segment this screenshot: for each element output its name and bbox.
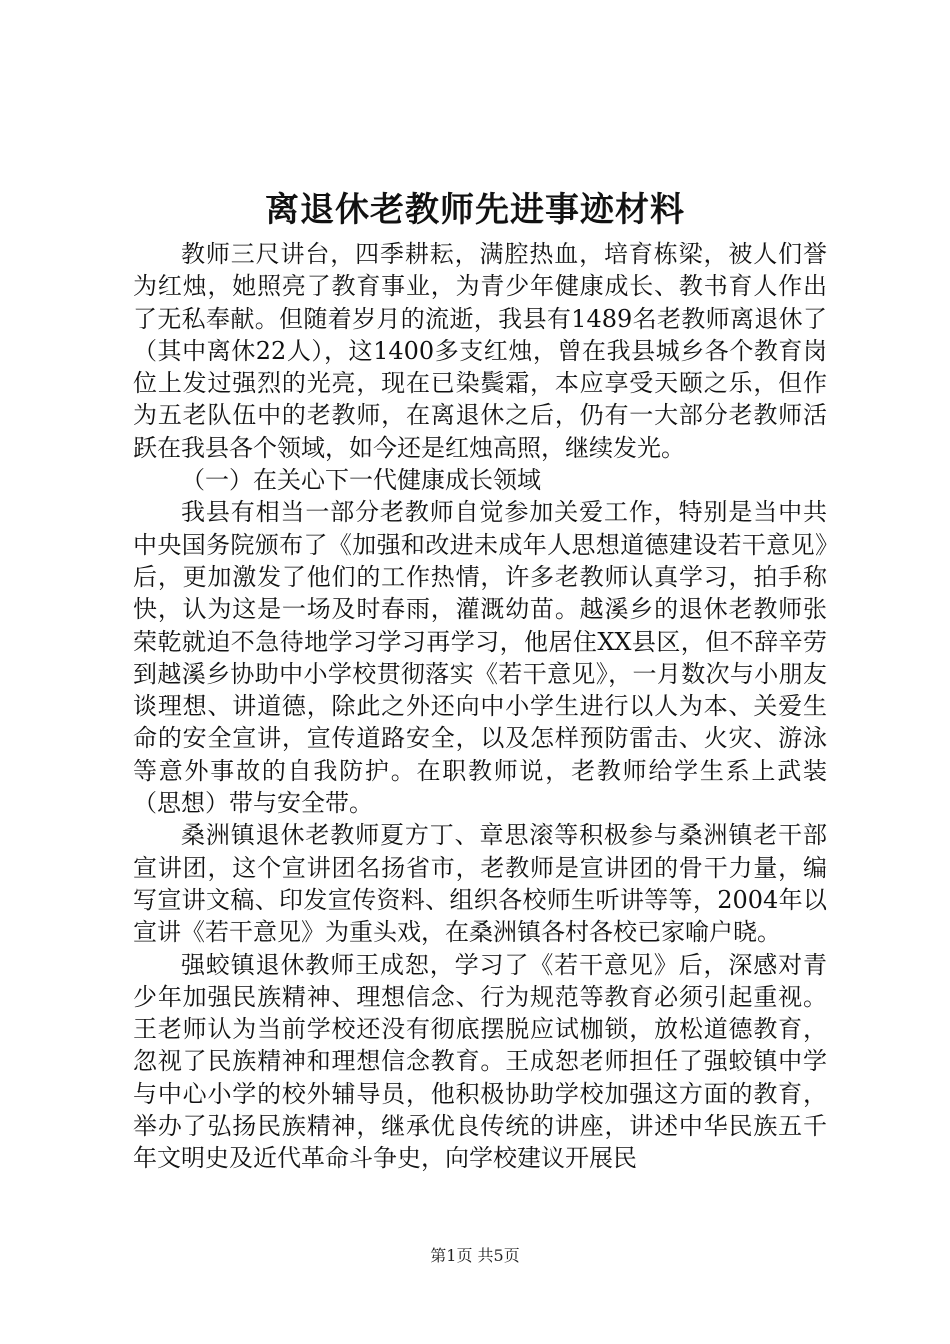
page-footer: 第1页 共5页	[430, 1246, 520, 1265]
paragraph-zhang-rongqian: 我县有相当一部分老教师自觉参加关爱工作，特别是当中共中央国务院颁布了《加强和改进未成年人思想道德建设若干意见》后，更加激发了他们的工作热情，许多老教师认真学习，拍手称快，认为这是一场及时春雨，灌溉幼苗。越溪乡的退休老教师张荣乾就迫不急待地学习学习再学习，他居住XX县区，但不辞辛劳到越溪乡协助中小学校贯彻落实《若干意见》，一月数次与小朋友谈理想、讲道德，除此之外还向中小学生进行以人为本、关爱生命的安全宣讲，宣传道路安全，以及怎样预防雷击、火灾、游泳等意外事故的自我防护。在职教师说，老教师给学生系上武装（思想）带与安全带。	[133, 498, 827, 818]
paragraph-qiangjiao: 强蛟镇退休教师王成恕，学习了《若干意见》后，深感对青少年加强民族精神、理想信念、行为规范等教育必须引起重视。王老师认为当前学校还没有彻底摆脱应试枷锁，放松道德教育，忽视了民族精神和理想信念教育。王成恕老师担任了强蛟镇中学与中心小学的校外辅导员，他积极协助学校加强这方面的教育，举办了弘扬民族精神，继承优良传统的讲座，讲述中华民族五千年文明史及近代革命斗争史，向学校建议开展民	[133, 950, 827, 1173]
document-title: 离退休老教师先进事迹材料	[265, 190, 685, 230]
paragraph-sangzhou: 桑洲镇退休老教师夏方丁、章思滚等积极参与桑洲镇老干部宣讲团，这个宣讲团名扬省市，老教师是宣讲团的骨干力量，编写宣讲文稿、印发宣传资料、组织各校师生听讲等等，2004年以宣讲《若干意见》为重头戏，在桑洲镇各村各校已家喻户晓。	[133, 821, 827, 947]
document-body	[133, 238, 827, 1175]
paragraph-intro: 教师三尺讲台，四季耕耘，满腔热血，培育栋梁，被人们誉为红烛，她照亮了教育事业，为青少年健康成长、教书育人作出了无私奉献。但随着岁月的流逝，我县有1489名老教师离退休了（其中离休22人），这1400多支红烛，曾在我县城乡各个教育岗位上发过强烈的光亮，现在已染鬓霜，本应享受天颐之乐，但作为五老队伍中的老教师，在离退休之后，仍有一大部分老教师活跃在我县各个领域，如今还是红烛高照，继续发光。	[133, 240, 827, 462]
section-heading: （一）在关心下一代健康成长领域	[181, 466, 541, 495]
